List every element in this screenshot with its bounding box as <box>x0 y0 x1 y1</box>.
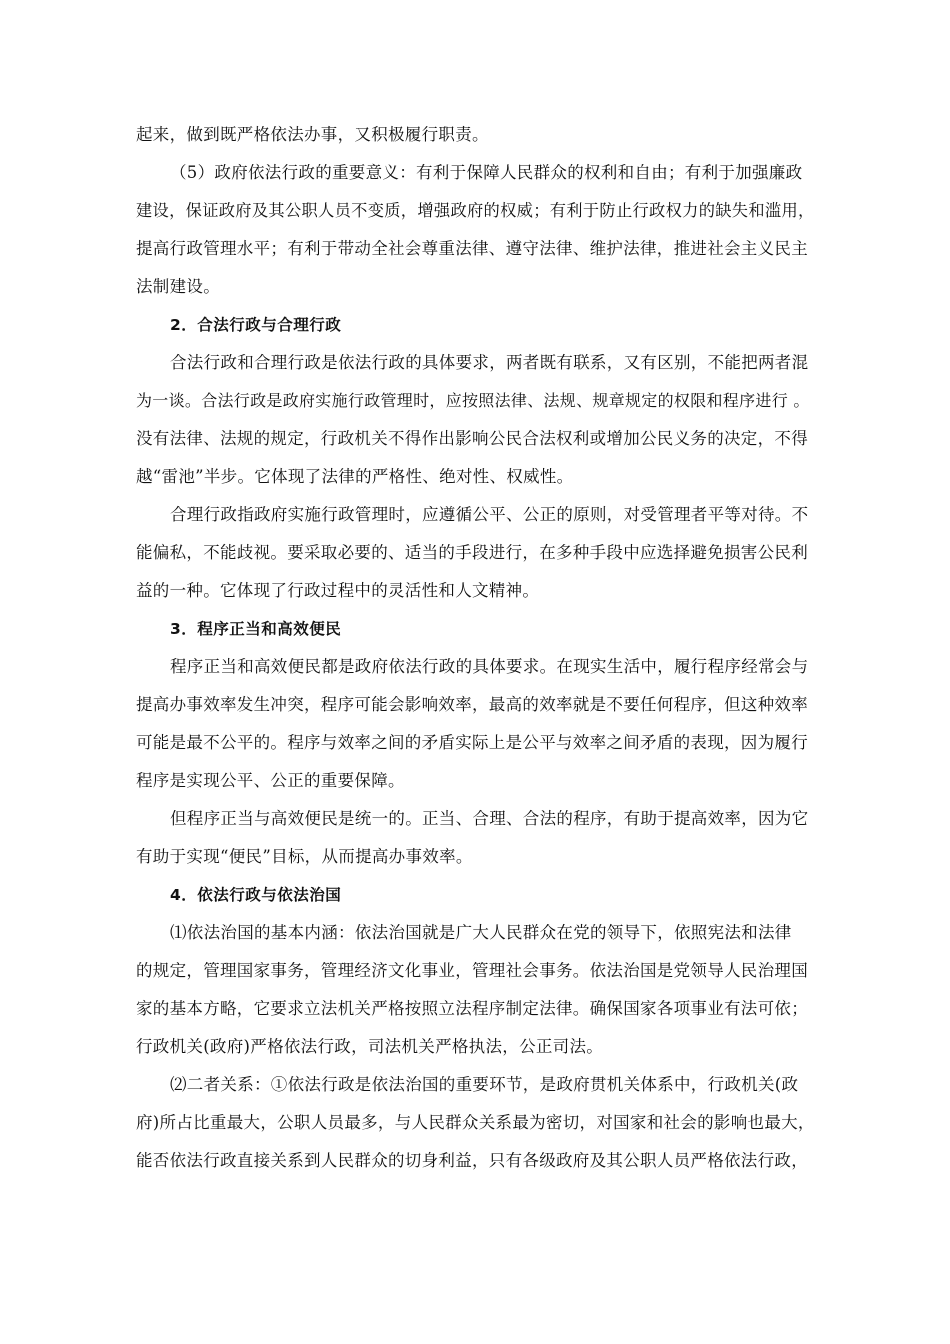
text-line: 程序是实现公平、公正的重要保障。 <box>136 771 405 790</box>
text-line: ⑴依法治国的基本内涵：依法治国就是广大人民群众在党的领导下，依照宪法和法律 <box>170 923 792 942</box>
text-line: 可能是最不公平的。程序与效率之间的矛盾实际上是公平与效率之间矛盾的表现，因为履行 <box>136 733 808 752</box>
text-line: 益的一种。它体现了行政过程中的灵活性和人文精神。 <box>136 581 540 600</box>
text-line: 有助于实现“便民”目标，从而提高办事效率。 <box>136 847 473 866</box>
text-line: 没有法律、法规的规定，行政机关不得作出影响公民合法权利或增加公民义务的决定，不得 <box>136 429 808 448</box>
text-line: 合理行政指政府实施行政管理时，应遵循公平、公正的原则，对受管理者平等对待。不 <box>170 505 809 524</box>
text-line: 能偏私，不能歧视。要采取必要的、适当的手段进行，在多种手段中应选择避免损害公民利 <box>136 543 808 562</box>
text-line: 提高办事效率发生冲突，程序可能会影响效率，最高的效率就是不要任何程序，但这种效率 <box>136 695 808 714</box>
text-line: 程序正当和高效便民都是政府依法行政的具体要求。在现实生活中，履行程序经常会与 <box>170 657 809 676</box>
text-line: 能否依法行政直接关系到人民群众的切身利益，只有各级政府及其公职人员严格依法行政， <box>136 1151 808 1170</box>
text-line: 起来，做到既严格依法办事，又积极履行职责。 <box>136 125 489 144</box>
text-line: 法制建设。 <box>136 277 220 296</box>
text-line: 为一谈。合法行政是政府实施行政管理时，应按照法律、法规、规章规定的权限和程序进行 。 <box>136 391 810 410</box>
text-line: 合法行政和合理行政是依法行政的具体要求，两者既有联系，又有区别，不能把两者混 <box>170 353 809 372</box>
section-heading: 2．合法行政与合理行政 <box>170 316 342 334</box>
text-line: 建设，保证政府及其公职人员不变质，增强政府的权威；有利于防止行政权力的缺失和滥用， <box>136 201 815 220</box>
text-line: 家的基本方略，它要求立法机关严格按照立法程序制定法律。确保国家各项事业有法可依； <box>136 999 808 1018</box>
section-heading: 4．依法行政与依法治国 <box>170 886 342 904</box>
text-line: （5）政府依法行政的重要意义：有利于保障人民群众的权利和自由；有利于加强廉政 <box>170 163 803 182</box>
text-line: ⑵二者关系：①依法行政是依法治国的重要环节，是政府贯机关体系中，行政机关(政 <box>170 1075 799 1094</box>
text-line: 府)所占比重最大，公职人员最多，与人民群众关系最为密切，对国家和社会的影响也最大， <box>136 1113 815 1132</box>
text-line: 提高行政管理水平；有利于带动全社会尊重法律、遵守法律、维护法律，推进社会主义民主 <box>136 239 808 258</box>
text-line: 行政机关(政府)严格依法行政，司法机关严格执法，公正司法。 <box>136 1037 604 1056</box>
text-line: 的规定，管理国家事务，管理经济文化事业，管理社会事务。依法治国是党领导人民治理国 <box>136 961 808 980</box>
text-line: 但程序正当与高效便民是统一的。正当、合理、合法的程序，有助于提高效率，因为它 <box>170 809 809 828</box>
text-line: 越“雷池”半步。它体现了法律的严格性、绝对性、权威性。 <box>136 467 574 486</box>
section-heading: 3．程序正当和高效便民 <box>170 620 342 638</box>
